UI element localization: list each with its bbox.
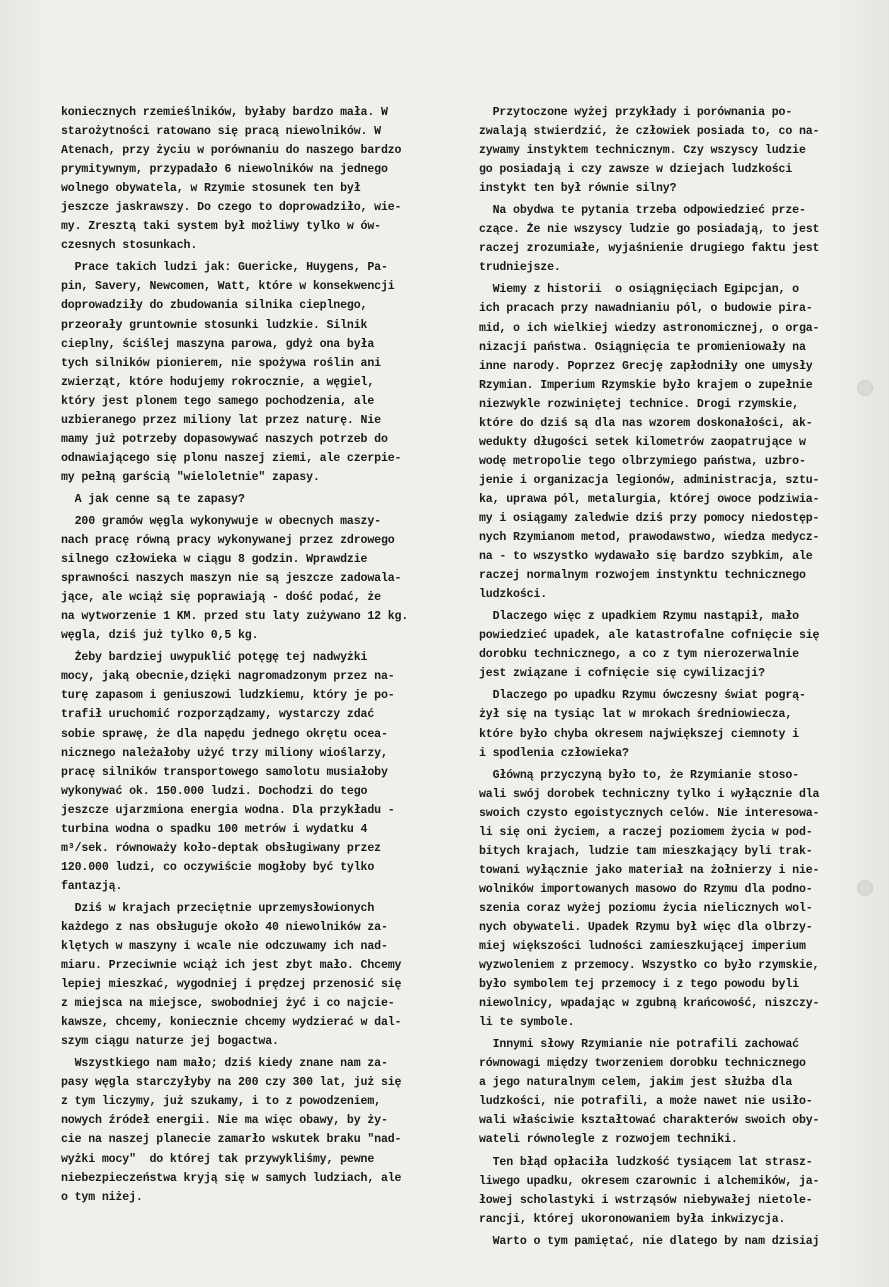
paragraph: Dlaczego po upadku Rzymu ówczesny świat pogrą- żył się na tysiąc lat w mrokach średniowiecza, które było chyba okresem największej ciemnoty i i spodlenia człowieka? (479, 689, 806, 760)
paragraph: Wszystkiego nam mało; dziś kiedy znane nam za- pasy węgla starczyłyby na 200 czy 300 lat, już się z tym liczymy, już szukamy, i to z powodzeniem, nowych źródeł energii. Nie ma więc obawy, by ży- cie na naszej planecie zamarło wskutek braku "nad- wyżki mocy" do której tak przywykliśmy, pewne niebezpieczeństwa kryją się w samych ludziach, ale o tym niżej. (61, 1057, 402, 1204)
right-column (479, 103, 857, 1254)
paragraph: 200 gramów węgla wykonywuje w obecnych maszy- nach pracę równą pracy wykonywanej przez zdrowego silnego człowieka w ciągu 8 godzin. Wprawdzie sprawności naszych maszyn nie są jeszcze zadowala- jące, ale wciąż się poprawiają - dość podać, że na wytworzenie 1 KM. przed stu laty zużywano 12 kg. węgla, dziś już tylko 0,5 kg. (61, 514, 409, 643)
paragraph: A jak cenne są te zapasy? (61, 492, 245, 506)
paragraph: Wiemy z historii o osiągnięciach Egipcjan, o ich pracach przy nawadnianiu pól, o budowie pira- mid, o ich wielkiej wiedzy astronomicznej, o orga- nizacji państwa. Osiągnięcia te promieniowały na inne narody. Poprzez Grecję zapłodniły one umysły Rzymian. Imperium Rzymskie było krajem o zupełnie niezwykle rozwiniętej technice. Drogi rzymskie, które do dziś są dla nas wzorem doskonałości, ak- wedukty długości setek kilometrów zaopatrujące w wodę metropolie tego olbrzymiego państwa, uzbro- jenie i organizacja legionów, administracja, sztu- ka, uprawa pól, metalurgia, której owoce podziwia- my i osiągamy zaledwie dziś przy pomocy niedostęp- nych Rzymianom metod, prawodawstwo, wiedza medycz- na - to wszystko wydawało się bardzo szybkim, ale raczej normalnym rozwojem instynktu technicznego ludzkości. (479, 283, 820, 602)
paragraph: koniecznych rzemieślników, byłaby bardzo mała. W starożytności ratowano się pracą niewolników. W Atenach, przy życiu w porównaniu do naszego bardzo prymitywnym, przypadało 6 niewolników na jednego wolnego obywatela, w Rzymie stosunek ten był jeszcze jaskrawszy. Do czego to doprowadziło, wie- my. Zresztą taki system był możliwy tylko w ów- czesnych stosunkach. (61, 106, 402, 253)
paragraph: Prace takich ludzi jak: Guericke, Huygens, Pa- pin, Savery, Newcomen, Watt, które w konsekwencji doprowadziły do zbudowania silnika cieplnego, przeorały gruntownie stosunki ludzkie. Silnik cieplny, ściślej maszyna parowa, gdyż ona była tych silników pionierem, nie spożywa roślin ani zwierząt, które hodujemy rokrocznie, a węgiel, który jest plonem tego samego pochodzenia, ale uzbieranego przez miliony lat przez naturę. Nie mamy już potrzeby dopasowywać naszych potrzeb do odnawiającego się plonu naszej ziemi, ale czerpie- my pełną garścią "wieloletnie" zapasy. (61, 261, 402, 484)
paragraph: Warto o tym pamiętać, nie dlatego by nam dzisiaj (479, 1234, 820, 1248)
left-column (61, 103, 435, 1210)
paragraph: Ten błąd opłaciła ludzkość tysiącem lat strasz- liwego upadku, okresem czarownic i alchemików, ja- łowej scholastyki i wstrząsów niebywałej nietole- rancji, której ukoronowaniem była inkwizycja. (479, 1155, 820, 1226)
paragraph: Główną przyczyną było to, że Rzymianie stoso- wali swój dorobek techniczny tylko i wyłącznie dla swoich czysto egoistycznych celów. Nie interesowa- li się oni życiem, a raczej poziomem życia w pod- bitych krajach, ludzie tam mieszkający byli trak- towani wyłącznie jako materiał na żołnierzy i nie- wolników importowanych masowo do Rzymu dla podno- szenia coraz wyżej poziomu życia nielicznych wol- nych obywateli. Upadek Rzymu był więc dla olbrzy- miej większości ludności zamieszkującej imperium wyzwoleniem z przemocy. Wszystko co było rzymskie, było symbolem tej przemocy i z tego powodu byli niewolnicy, wpadając w zgubną krańcowość, niszczy- li te symbole. (479, 768, 820, 1030)
paragraph: Na obydwa te pytania trzeba odpowiedzieć prze- czące. Że nie wszyscy ludzie go posiadają, to jest raczej zrozumiałe, wyjaśnienie drugiego faktu jest trudniejsze. (479, 204, 820, 275)
paragraph: Żeby bardziej uwypuklić potęgę tej nadwyżki mocy, jaką obecnie,dzięki nagromadzonym przez na- turę zapasom i geniuszowi ludzkiemu, który je po- trafił uruchomić rozporządzamy, wystarczy zdać sobie sprawę, że dla napędu jednego okrętu ocea- nicznego należałoby użyć trzy miliony wioślarzy, pracę silników transportowego samolotu musiałoby wykonywać ok. 150.000 ludzi. Dochodzi do tego jeszcze ujarzmiona energia wodna. Dla przykładu - turbina wodna o spadku 100 metrów i wydatku 4 m³/sek. równoważy koło-deptak obsługiwany przez 120.000 ludzi, co oczywiście mogłoby być tylko fantazją. (61, 651, 395, 893)
paragraph: Innymi słowy Rzymianie nie potrafili zachować równowagi między tworzeniem dorobku technicznego a jego naturalnym celem, jakim jest służba dla ludzkości, nie potrafili, a może nawet nie usiło- wali właściwie kształtować charakterów swoich oby- wateli równolegle z rozwojem techniki. (479, 1038, 820, 1147)
paragraph: Dziś w krajach przeciętnie uprzemysłowionych każdego z nas obsługuje około 40 niewolników za- klętych w maszyny i wcale nie odczuwamy ich nad- miaru. Przeciwnie wciąż ich jest zbyt mało. Chcemy lepiej mieszkać, wygodniej i prędzej przenosić się z miejsca na miejsce, swobodniej żyć i co najcie- kawsze, chcemy, koniecznie chcemy wydzierać w dal- szym ciągu naturze jej bogactwa. (61, 901, 402, 1049)
paragraph: Przytoczone wyżej przykłady i porównania po- zwalają stwierdzić, że człowiek posiada to, co na- zywamy instyktem technicznym. Czy wszyscy ludzie go posiadają i czy zawsze w dziejach ludzkości instykt ten był równie silny? (479, 106, 820, 196)
binder-hole (857, 380, 873, 396)
paragraph: Dlaczego więc z upadkiem Rzymu nastąpił, mało powiedzieć upadek, ale katastrofalne cofnięcie się dorobku technicznego, a co z tym nierozerwalnie jest związane i cofnięcie się cywilizacji? (479, 610, 820, 681)
binder-hole (857, 880, 873, 896)
